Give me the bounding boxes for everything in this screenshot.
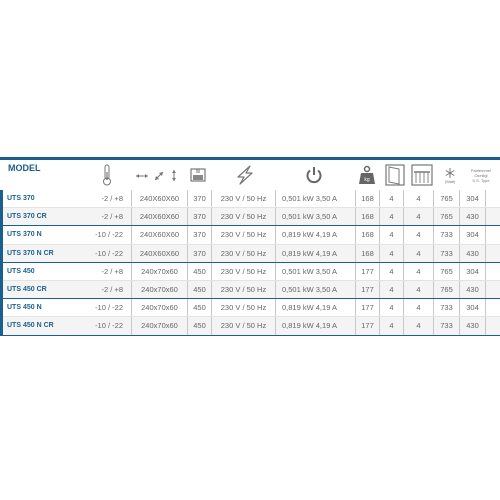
dims-cell: 240x70x60 [132,262,188,280]
doors-header [382,160,408,190]
dims-cell: 240X60X60 [132,226,188,244]
b-cell: 4 [404,262,434,280]
weight-cell: 177 [356,262,380,280]
watt-cell: 733 [434,226,460,244]
watt-label: (Watt) [444,178,456,184]
a-cell: 4 [380,317,404,335]
volt-cell: 230 V / 50 Hz [212,262,276,280]
cap-cell: 370 [188,244,212,262]
dims-cell: 240x70x60 [132,299,188,317]
weight-icon [358,165,376,185]
svg-text:kg: kg [364,177,370,183]
type-cell: 430 [460,280,486,298]
power-cell: 0,501 kW 3,50 A [276,208,356,226]
volt-cell: 230 V / 50 Hz [212,226,276,244]
voltage-header [230,160,260,190]
dims-cell: 240x70x60 [132,317,188,335]
cap-cell: 450 [188,317,212,335]
volt-cell: 230 V / 50 Hz [212,280,276,298]
type-cell: 430 [460,208,486,226]
model-cell: UTS 450 CR [2,280,94,298]
capacity-tray-icon [189,166,207,184]
model-cell: UTS 450 [2,262,94,280]
table-row [2,299,500,317]
row-edge [486,244,500,262]
power-cell: 0,501 kW 3,50 A [276,262,356,280]
watt-cell: 733 [434,299,460,317]
type-cell: 304 [460,262,486,280]
table-row [2,226,500,244]
cap-cell: 450 [188,280,212,298]
temp-cell: -2 / +8 [94,208,132,226]
voltage-lightning-icon [234,165,256,185]
table-row [2,190,500,208]
panel-type-line3: S.S. Type [472,177,490,183]
temp-cell: -2 / +8 [94,262,132,280]
cooling-watt-header [437,160,463,190]
power-header [300,160,328,190]
shelves-header [408,160,436,190]
dimensions-arrows-icon [133,167,183,183]
cap-cell: 370 [188,208,212,226]
volt-cell: 230 V / 50 Hz [212,299,276,317]
power-cell: 0,819 kW 4,19 A [276,244,356,262]
weight-cell: 168 [356,190,380,208]
weight-cell: 177 [356,317,380,335]
weight-cell: 177 [356,280,380,298]
a-cell: 4 [380,299,404,317]
panel-type-line1: Panlemmeİ [470,167,492,173]
b-cell: 4 [404,190,434,208]
model-cell: UTS 370 [2,190,94,208]
table-row [2,317,500,335]
a-cell: 4 [380,190,404,208]
dims-cell: 240X60X60 [132,190,188,208]
model-cell: UTS 370 CR [2,208,94,226]
cap-cell: 370 [188,226,212,244]
model-cell: UTS 450 N [2,299,94,317]
a-cell: 4 [380,226,404,244]
watt-cell: 765 [434,280,460,298]
volt-cell: 230 V / 50 Hz [212,317,276,335]
temp-cell: -10 / -22 [94,317,132,335]
snowflake-icon [444,167,456,179]
door-icon [384,163,406,187]
type-cell: 304 [460,299,486,317]
capacity-header [186,160,210,190]
a-cell: 4 [380,280,404,298]
temp-cell: -2 / +8 [94,280,132,298]
table-row [2,244,500,262]
cap-cell: 450 [188,299,212,317]
row-edge [486,208,500,226]
watt-cell: 765 [434,190,460,208]
dimensions-header [130,160,185,190]
cap-cell: 370 [188,190,212,208]
a-cell: 4 [380,262,404,280]
power-cell: 0,819 kW 4,19 A [276,226,356,244]
dims-cell: 240X60X60 [132,244,188,262]
b-cell: 4 [404,317,434,335]
power-cell: 0,501 kW 3,50 A [276,280,356,298]
dims-cell: 240X60X60 [132,208,188,226]
weight-header [356,160,378,190]
power-cell: 0,819 kW 4,19 A [276,317,356,335]
temp-cell: -2 / +8 [94,190,132,208]
watt-cell: 733 [434,244,460,262]
panel-type-header [464,160,498,190]
b-cell: 4 [404,226,434,244]
volt-cell: 230 V / 50 Hz [212,190,276,208]
model-cell: UTS 370 N CR [2,244,94,262]
row-edge [486,262,500,280]
model-cell: UTS 450 N CR [2,317,94,335]
spec-table [0,190,500,336]
row-edge [486,226,500,244]
table-row [2,262,500,280]
type-cell: 304 [460,190,486,208]
type-cell: 430 [460,317,486,335]
weight-cell: 177 [356,299,380,317]
temperature-header [92,160,122,190]
b-cell: 4 [404,280,434,298]
a-cell: 4 [380,244,404,262]
temp-cell: -10 / -22 [94,244,132,262]
row-edge [486,280,500,298]
type-cell: 430 [460,244,486,262]
b-cell: 4 [404,208,434,226]
row-edge [486,190,500,208]
weight-cell: 168 [356,226,380,244]
thermometer-icon [102,164,112,186]
table-row [2,280,500,298]
cap-cell: 450 [188,262,212,280]
row-edge [486,299,500,317]
watt-cell: 733 [434,317,460,335]
shelf-icon [410,163,434,187]
power-cell: 0,501 kW 3,50 A [276,190,356,208]
model-column-header: MODEL [8,163,41,173]
temp-cell: -10 / -22 [94,299,132,317]
watt-cell: 765 [434,262,460,280]
type-cell: 304 [460,226,486,244]
temp-cell: -10 / -22 [94,226,132,244]
weight-cell: 168 [356,244,380,262]
volt-cell: 230 V / 50 Hz [212,208,276,226]
row-edge [486,317,500,335]
a-cell: 4 [380,208,404,226]
dims-cell: 240x70x60 [132,280,188,298]
power-icon [305,166,323,184]
watt-cell: 765 [434,208,460,226]
table-row [2,208,500,226]
power-cell: 0,819 kW 4,19 A [276,299,356,317]
b-cell: 4 [404,299,434,317]
weight-cell: 168 [356,208,380,226]
model-cell: UTS 370 N [2,226,94,244]
b-cell: 4 [404,244,434,262]
volt-cell: 230 V / 50 Hz [212,244,276,262]
panel-type-line2: Özelliği [474,172,488,178]
